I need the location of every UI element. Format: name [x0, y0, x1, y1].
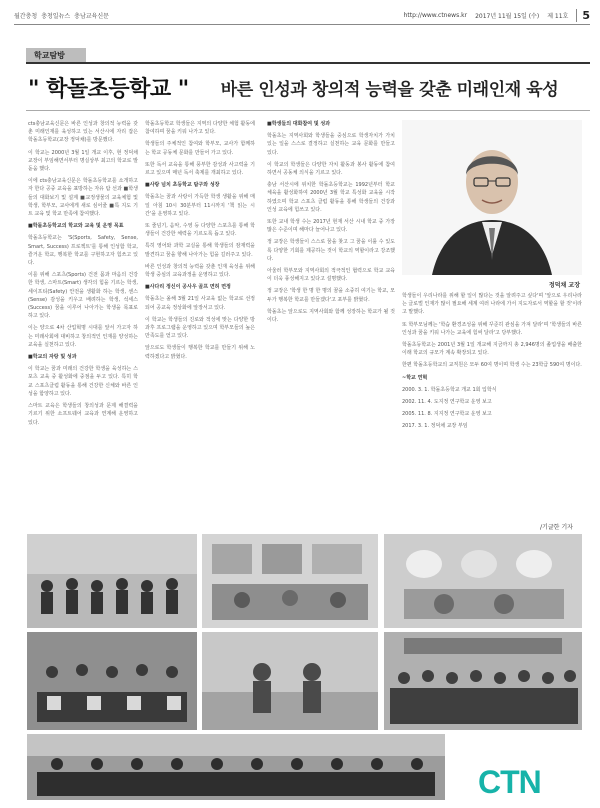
article-paragraph: ■사랑 넘치 초등학교 탐구와 성장	[145, 182, 220, 189]
article-paragraph: 2005. 11. 8. 지지정 연구학교 운영 보고	[402, 411, 492, 418]
article-paragraph: 이 학교는 학생들의 진로와 적성에 맞는 다양한 방과후 프로그램을 운영하고 있으며 학부모들의 높은 만족도를 얻고 있다.	[145, 316, 255, 340]
photo-illustration	[384, 534, 582, 628]
page-number: 5	[576, 9, 590, 22]
article-paragraph: 학돌초등학교 학생들은 지역의 다양한 체험 활동에 참여하며 꿈을 키워 나가고 있다.	[145, 121, 255, 136]
article-headline	[28, 70, 588, 104]
article-paragraph: 한편 학돌초등학교의 교직원은 모두 60여 명이며 학생 수는 23학급 590여 명이다.	[402, 362, 582, 369]
photo-illustration	[202, 534, 378, 628]
photo-illustration	[27, 734, 445, 800]
article-paragraph: ■학돌초등학교의 학교와 교육 및 운영 목표	[28, 223, 124, 230]
article-paragraph: 학돌초는 지역사회와 학생들을 중심으로 학생자치가 가치 있는 일을 스스로 결정하고 실천하는 교육 문화를 만들고 있다.	[267, 133, 395, 156]
article-paragraph: 학돌초는 꿈과 사랑이 가득한 학생 생활을 위해 매일 아침 10시 30분부터 11시까지 '책 읽는 시간'을 운영하고 있다.	[145, 194, 255, 217]
photo-illustration	[202, 632, 378, 730]
header-divider	[14, 24, 590, 25]
article-paragraph: 학생들이 우리나라를 위해 할 일이 많다는 것을 알려주고 싶다'며 '앞으로 우리나라는 글로벌 인재가 많이 필요해 세계 여러 나라에 가서 지도자로서 역할을 할 것'이라고 말했다.	[402, 293, 582, 316]
section-divider	[26, 62, 590, 64]
article-paragraph: 이 학교는 꿈과 미래의 건강한 학생을 육성하는 스포츠 교육 중 활성화에 중점을 두고 있다. 특히 학교 스포츠클럽 활동을 통해 건강한 신체와 바른 인성을 함양하고 있다.	[28, 366, 138, 397]
article-column-3	[267, 120, 395, 532]
photo-students-performance	[27, 534, 197, 628]
article-paragraph: 2017. 3. 1. 정덕채 교장 부임	[402, 423, 468, 430]
photo-illustration	[384, 632, 582, 730]
page-header	[14, 8, 590, 22]
article-paragraph: 아울러 학부모와 지역사회의 적극적인 협력으로 학교 교육이 더욱 풍성해지고 있다고 설명했다.	[267, 268, 395, 283]
article-paragraph: 이는 양으로 4차 산업혁명 시대를 앞서 가고자 하는 미래사회에 대비하고 창의적인 인재를 양성하는 교육을 실천하고 있다.	[28, 325, 138, 348]
article-column-4	[402, 292, 582, 522]
article-paragraph: 2002. 11. 4. 도지정 연구학교 운영 보고	[402, 399, 492, 406]
portrait-caption: 정덕채 교장	[548, 282, 580, 289]
article-paragraph: 학돌초는 앞으로도 지역사회와 함께 성장하는 학교가 될 것이다.	[267, 308, 395, 324]
article-paragraph: 학돌초등학교는 'S(Sports, Safety, Sense, Smart, Success) 프로젝트'를 통해 인성함 학교, 즐거운 학교, 행복한 학교를 구현하고자 힘쓰고 있다.	[28, 235, 138, 267]
section-label: 학교탐방	[26, 48, 86, 62]
reporter-byline: /기글한 기자	[540, 524, 573, 531]
article-paragraph: 학돌초등학교는 2001년 3월 1일 개교해 지금까지 총 2,946명의 졸업생을 배출한 이래 학교의 규모가 계속 확장되고 있다.	[402, 342, 582, 357]
issue-date: 2017년 11월 15일 (수)	[475, 12, 540, 20]
article-paragraph: 이를 위해 스포츠(Sports) 건전 몸과 마음의 건강한 학생, 스마트(Smart) 생각의 힘을 기르는 학생, 세이프티(Safety) 안전을 생활화 하는 학생, 센스(Sense) 감성을 키우고 배려하는 학생, 석세스(Success) 꿈을 이루어 나아가는 학생을 목표로 하고 있다.	[28, 272, 138, 320]
article-paragraph: 또 학부모님께는 '학습 환경조성을 위해 꾸준히 관심을 가져 달라'며 '학생들의 바른 인성과 꿈을 키워 나가는 교육에 힘써 달라'고 당부했다.	[402, 321, 582, 336]
article-paragraph: 또한 교내 학생 수는 2017년 현재 서산 시내 학교 중 가장 많은 수준이며 해마다 늘어나고 있다.	[267, 219, 395, 234]
article-paragraph: 2000. 3. 1. 학돌초등학교 개교 1회 입학식	[402, 386, 497, 393]
portrait-illustration	[402, 120, 582, 275]
article-paragraph: 이 학교는 2000년 3월 1일 개교 이후, 현 정덕채 교장이 부임해면서부터 명실상부 최고의 학교로 발 돋움 했다.	[28, 149, 138, 173]
article-paragraph: 충남 서산시에 위치한 학돌초등학교는 1992년부터 학교 체육을 활성화하여 2000년 3월 학교 특성화 교육을 시작하였으며 학교 스포츠 클럽 활동을 통해 학생들의 건강과 인성 교육에 힘쓰고 있다.	[267, 182, 395, 213]
photo-group-banner	[384, 632, 582, 730]
photo-sports-team	[27, 734, 445, 800]
article-paragraph: 바른 인성과 창의적 능력을 갖춘 인재 육성을 위해 학생 중심의 교육과정을 운영하고 있다.	[145, 263, 255, 279]
article-paragraph: 이 학교의 학생들은 다양한 자치 활동과 봉사 활동에 참여하면서 공동체 의식을 기르고 있다.	[267, 161, 395, 177]
headline-divider	[26, 110, 590, 111]
article-column-1	[28, 120, 138, 532]
article-paragraph: 또한 독서 교육을 통해 풍부한 감성과 사고력을 기르고 있으며 매년 독서 축제를 개최하고 있다.	[145, 161, 255, 177]
photo-masks-craft	[384, 534, 582, 628]
principal-portrait-photo	[402, 120, 582, 275]
article-paragraph: ■학생들의 대화참여 및 성과	[267, 121, 331, 127]
article-paragraph: ■사다리 정신이 공사우 골프 면허 면정	[145, 284, 231, 291]
headline-tagline: 바른 인성과 창의적 능력을 갖춘 미래인재 육성	[220, 79, 559, 100]
article-paragraph: ~학교 연혁	[402, 374, 428, 381]
article-paragraph: cts충남교육신문은 바른 인성과 창의적 능력을 갖춘 미래인재를 육성하고 있는 서산시에 자리 잡은 학돌초등학교(교장 정덕채)를 방문했다.	[28, 121, 138, 144]
website-url[interactable]: http://www.ctnews.kr	[403, 11, 468, 19]
headline-school: " 학돌초등학교 "	[28, 76, 189, 102]
article-column-2	[145, 120, 255, 532]
photo-school-band	[27, 632, 197, 730]
article-paragraph: ■학교의 자랑 및 성과	[28, 354, 77, 361]
article-paragraph: 학생들의 주체적인 참여와 학부모, 교사가 함께하는 학교 공동체 문화를 만들어 가고 있다.	[145, 141, 255, 156]
publication-name: 충남교육신문	[74, 12, 109, 20]
photo-exhibition	[202, 534, 378, 628]
article-paragraph: 특히 영어와 과학 교실을 통해 학생들의 잠재력을 발견하고 꿈을 향해 나아가는 힘을 길러주고 있다.	[145, 243, 255, 258]
article-paragraph: 또 줄넘기, 음악, 수영 등 다양한 스포츠를 통해 학생들이 건강한 체력을 기르도록 돕고 있다.	[145, 223, 255, 238]
photo-illustration	[27, 534, 197, 628]
article-paragraph: 학돌초는 올해 3월 21일 사교육 없는 학교로 선정되어 공교육 정상화에 앞장서고 있다.	[145, 296, 255, 311]
photo-students-outdoor	[202, 632, 378, 730]
article-paragraph: 스마트 교육은 학생들의 창의성과 문제 해결력을 기르기 위한 소프트웨어 교육과 연계해 운영하고 있다.	[28, 403, 138, 426]
ctn-logo: CTN	[478, 764, 541, 800]
issue-number: 제 11호	[547, 12, 569, 20]
photo-illustration	[27, 632, 197, 730]
publication-name: 충청일뉴스	[41, 12, 71, 20]
publication-name: 월간충청	[14, 12, 38, 20]
article-paragraph: 정 교장은 '학생 한 명 한 명의 꿈을 소중히 여기는 학교, 모두가 행복한 학교를 만들겠다'고 포부를 밝혔다.	[267, 288, 395, 303]
article-paragraph: 앞으로도 학생들이 행복한 학교를 만들기 위해 노력하겠다고 밝혔다.	[145, 345, 255, 360]
article-paragraph: 이에 cts충남교육신문은 학돌초등학교를 소개하고자 한다 공중 교육을 표방하는 자유 탐 선과 ■학생들의 대화보기 및 설계 ■교정생물의 교육체험 및 학생, 학부모, 교사에게 새로 심어줄 ■특 지도 기트 교육 및 학교 만족에 참여했다.	[28, 178, 138, 218]
article-paragraph: 정 교장은 학생들이 스스로 꿈을 찾고 그 꿈을 이룰 수 있도록 다양한 기회를 제공하는 것이 학교의 역할이라고 강조했다.	[267, 239, 395, 262]
